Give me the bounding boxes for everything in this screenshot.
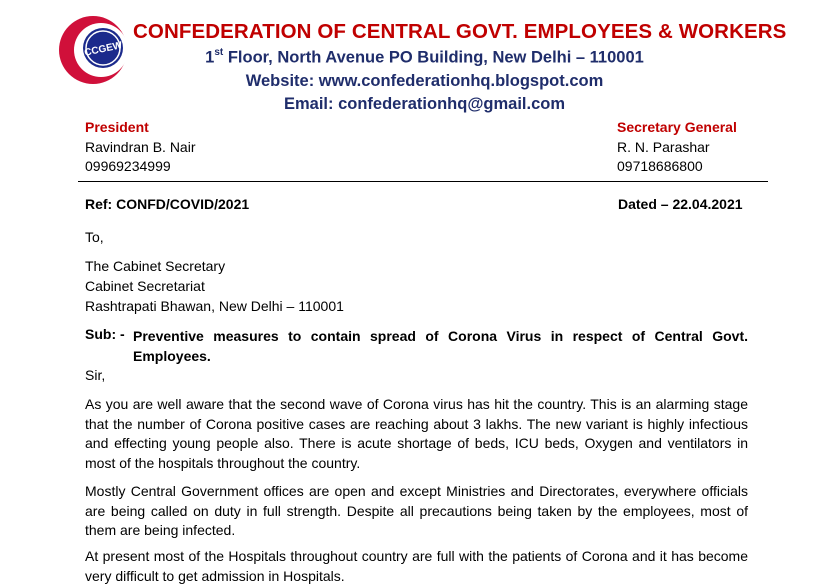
addressee-line: Cabinet Secretariat	[85, 278, 205, 294]
secretary-general-name: R. N. Parashar	[617, 138, 710, 155]
president-role: President	[85, 119, 149, 135]
subject-text: Preventive measures to contain spread of Corona Virus in respect of Central Govt. Employees.	[133, 328, 748, 364]
salutation: Sir,	[85, 367, 106, 383]
logo-text: CCGEW	[83, 40, 124, 59]
president-phone: 09969234999	[85, 158, 171, 174]
subject-label: Sub: -	[85, 326, 125, 342]
organization-title: CONFEDERATION OF CENTRAL GOVT. EMPLOYEES & WORKERS	[133, 20, 787, 43]
addressee-line: The Cabinet Secretary	[85, 258, 226, 274]
secretary-general-block	[617, 118, 737, 177]
address-rest: Floor, North Avenue PO Building, New Delhi – 110001	[223, 48, 644, 67]
president-name: Ravindran B. Nair	[85, 138, 196, 155]
body-paragraph: Mostly Central Government offices are open and except Ministries and Directorates, everywhere officials are being called on duty in full strength. Despite all precautions being taken by the employees, most of them are being infected.	[85, 483, 748, 538]
addressee-block	[85, 256, 344, 316]
letter-date: Dated – 22.04.2021	[618, 196, 743, 212]
addressee-line: Rashtrapati Bhawan, New Delhi – 110001	[85, 298, 344, 314]
body-paragraph: As you are well aware that the second wave of Corona virus has hit the country. This is an alarming stage that the number of Corona positive cases are reaching about 3 lakhs. The new variant is highly infectious and effecting young people also. There is acute shortage of beds, ICU beds, Oxygen and ventilators in most of the hospitals throughout the country.	[85, 396, 748, 471]
organization-address	[0, 48, 829, 68]
organization-email: Email: confederationhq@gmail.com	[283, 95, 566, 113]
to-line: To,	[85, 229, 104, 245]
secretary-general-phone: 09718686800	[617, 158, 703, 174]
letterhead-divider	[78, 181, 768, 182]
organization-website: Website: www.confederationhq.blogspot.com	[245, 72, 604, 90]
address-floor-number: 1	[205, 48, 215, 67]
body-paragraph: At present most of the Hospitals throughout country are full with the patients of Corona and it has become very difficult to get admission in Hospitals.	[85, 548, 748, 584]
reference-number: Ref: CONFD/COVID/2021	[85, 196, 250, 212]
address-ordinal-suffix: st	[214, 47, 224, 58]
president-block	[85, 118, 196, 177]
secretary-general-role: Secretary General	[617, 119, 737, 135]
